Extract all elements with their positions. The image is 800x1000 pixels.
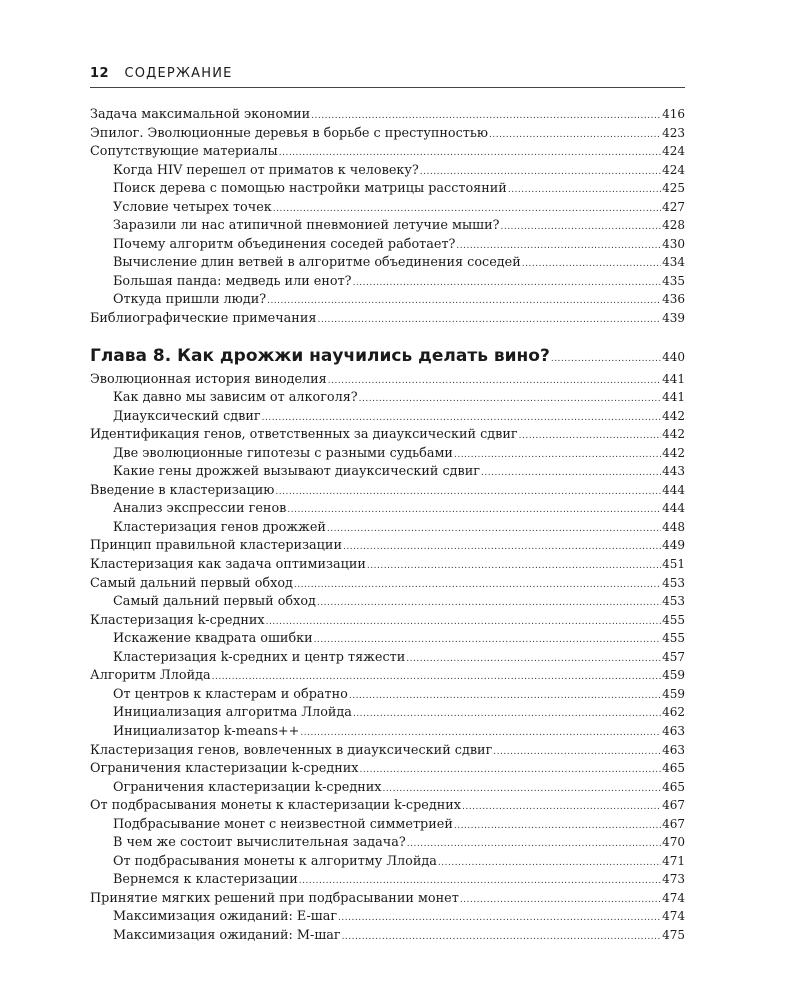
toc-subentry xyxy=(90,518,685,537)
toc-entry xyxy=(90,611,685,630)
dot-leader xyxy=(314,631,661,650)
toc-subentry xyxy=(90,179,685,198)
toc-entry-title: Вычисление длин ветвей в алгоритме объединения соседей xyxy=(113,255,521,271)
dot-leader xyxy=(367,557,661,576)
dot-leader xyxy=(406,650,661,669)
dot-leader xyxy=(438,854,661,873)
toc-entry-title: Кластеризация как задача оптимизации xyxy=(90,557,366,573)
dot-leader xyxy=(327,520,661,539)
dot-leader xyxy=(407,835,661,854)
toc-entry-page: 475 xyxy=(662,927,685,942)
toc-subentry xyxy=(90,833,685,852)
dot-leader xyxy=(212,668,661,687)
toc-entry-title: Максимизация ожиданий: M-шаг xyxy=(113,927,341,943)
toc-entry-page: 436 xyxy=(662,292,685,307)
toc-entry-title: Искажение квадрата ошибки xyxy=(113,631,313,647)
dot-leader xyxy=(317,594,661,613)
toc-entry-title: Сопутствующие материалы xyxy=(90,144,278,160)
toc-entry-page: 467 xyxy=(662,816,685,831)
dot-leader xyxy=(353,705,661,724)
dot-leader xyxy=(267,292,661,311)
toc-entry xyxy=(90,796,685,815)
toc-entry-title: Откуда пришли люди? xyxy=(113,292,267,308)
toc-entry-title: Подбрасывание монет с неизвестной симметрией xyxy=(113,816,453,832)
toc-entry xyxy=(90,666,685,685)
dot-leader xyxy=(456,237,661,256)
toc-subentry xyxy=(90,444,685,463)
toc-entry-title: Инициализация алгоритма Ллойда xyxy=(113,705,352,721)
dot-leader xyxy=(383,780,662,799)
dot-leader xyxy=(349,687,661,706)
chapter-heading xyxy=(90,342,685,370)
toc-entry-page: 455 xyxy=(662,612,685,627)
toc-entry-title: Большая панда: медведь или енот? xyxy=(113,273,352,289)
dot-leader xyxy=(343,538,661,557)
dot-leader xyxy=(275,483,661,502)
toc-entry-title: Ограничения кластеризации k-средних xyxy=(90,761,359,777)
dot-leader xyxy=(266,613,661,632)
toc-subentry xyxy=(90,907,685,926)
toc-entry-title: Условие четырех точек xyxy=(113,199,272,215)
dot-leader xyxy=(294,576,661,595)
toc-subentry xyxy=(90,290,685,309)
toc-entry-page: 463 xyxy=(662,742,685,757)
toc-entry-page: 459 xyxy=(662,686,685,701)
page-number: 12 xyxy=(90,66,110,81)
toc-entry-page: 453 xyxy=(662,575,685,590)
toc-entry-title: Самый дальний первый обход xyxy=(113,594,316,610)
toc-entry-title: Ограничения кластеризации k-средних xyxy=(113,779,382,795)
toc-entry xyxy=(90,536,685,555)
dot-leader xyxy=(317,311,661,330)
dot-leader xyxy=(481,464,661,483)
toc-entry-page: 462 xyxy=(662,705,685,720)
toc-entry-page: 440 xyxy=(662,349,685,364)
toc-entry-title: Глава 8. Как дрожжи научились делать вино? xyxy=(90,345,550,366)
toc-subentry xyxy=(90,161,685,180)
toc-entry-title: Анализ экспрессии генов xyxy=(113,501,287,517)
toc-entry-title: Кластеризация генов дрожжей xyxy=(113,519,326,535)
toc-entry-title: Алгоритм Ллойда xyxy=(90,668,211,684)
dot-leader xyxy=(287,501,661,520)
toc-entry-title: Эпилог. Эволюционные деревья в борьбе с преступностью xyxy=(90,125,488,141)
toc-subentry xyxy=(90,870,685,889)
dot-leader xyxy=(420,163,661,182)
dot-leader xyxy=(489,126,661,145)
toc-entry-page: 459 xyxy=(662,668,685,683)
toc-entry-page: 444 xyxy=(662,501,685,516)
toc-entry-title: Кластеризация k-средних xyxy=(90,612,265,628)
toc-entry-title: Заразили ли нас атипичной пневмонией летучие мыши? xyxy=(113,218,500,234)
toc-entry xyxy=(90,142,685,161)
toc-entry-page: 465 xyxy=(662,779,685,794)
toc-subentry xyxy=(90,462,685,481)
toc-entry-page: 465 xyxy=(662,761,685,776)
toc-entry-page: 427 xyxy=(662,199,685,214)
toc-subentry xyxy=(90,815,685,834)
toc-entry-title: Поиск дерева с помощью настройки матрицы расстояний xyxy=(113,181,507,197)
toc-entry-page: 425 xyxy=(662,181,685,196)
toc-entry-title: Идентификация генов, ответственных за диауксический сдвиг xyxy=(90,427,518,443)
dot-leader xyxy=(460,891,661,910)
toc-entry-page: 453 xyxy=(662,594,685,609)
toc-entry-page: 463 xyxy=(662,723,685,738)
toc-entry-title: Инициализатор k-means++ xyxy=(113,723,300,739)
running-header xyxy=(90,66,685,88)
dot-leader xyxy=(493,743,661,762)
toc-subentry xyxy=(90,722,685,741)
toc-entry xyxy=(90,741,685,760)
dot-leader xyxy=(328,372,661,391)
toc-entry-title: Эволюционная история виноделия xyxy=(90,371,327,387)
toc-entry-page: 467 xyxy=(662,798,685,813)
toc-entry-title: Максимизация ожиданий: E-шаг xyxy=(113,909,338,925)
toc-entry-page: 470 xyxy=(662,835,685,850)
toc-entry xyxy=(90,425,685,444)
toc-entry-page: 441 xyxy=(662,371,685,386)
toc-entry-page: 449 xyxy=(662,538,685,553)
toc-entry-page: 441 xyxy=(662,390,685,405)
toc-entry xyxy=(90,481,685,500)
dot-leader xyxy=(454,446,661,465)
toc-entry-page: 442 xyxy=(662,408,685,423)
dot-leader xyxy=(299,872,661,891)
toc-entry-title: От подбрасывания монеты к алгоритму Ллойда xyxy=(113,853,437,869)
toc-subentry xyxy=(90,629,685,648)
dot-leader xyxy=(500,218,661,237)
toc-entry-page: 474 xyxy=(662,909,685,924)
dot-leader xyxy=(551,345,661,373)
toc-entry xyxy=(90,555,685,574)
toc-entry-page: 474 xyxy=(662,890,685,905)
toc-entry-title: Кластеризация генов, вовлеченных в диауксический сдвиг xyxy=(90,742,493,758)
dot-leader xyxy=(262,409,661,428)
dot-leader xyxy=(522,255,661,274)
dot-leader xyxy=(353,274,662,293)
toc-entry-page: 473 xyxy=(662,872,685,887)
toc-entry-title: Какие гены дрожжей вызывают диауксический сдвиг xyxy=(113,464,480,480)
toc-entry xyxy=(90,105,685,124)
toc-entry-page: 428 xyxy=(662,218,685,233)
toc-entry-title: Вернемся к кластеризации xyxy=(113,872,298,888)
toc-subentry xyxy=(90,685,685,704)
dot-leader xyxy=(508,181,661,200)
dot-leader xyxy=(300,724,661,743)
toc-entry-page: 471 xyxy=(662,853,685,868)
toc-entry-page: 424 xyxy=(662,162,685,177)
toc-entry xyxy=(90,574,685,593)
toc-entry-page: 416 xyxy=(662,107,685,121)
toc-entry xyxy=(90,124,685,143)
toc-entry-page: 434 xyxy=(662,255,685,270)
toc-entry-title: Библиографические примечания xyxy=(90,311,317,327)
dot-leader xyxy=(360,761,662,780)
toc-entry-title: От центров к кластерам и обратно xyxy=(113,686,348,702)
toc-entry-page: 424 xyxy=(662,144,685,159)
dot-leader xyxy=(519,427,661,446)
dot-leader xyxy=(359,390,661,409)
table-of-contents xyxy=(90,105,685,945)
toc-subentry xyxy=(90,216,685,235)
toc-entry-title: Диауксический сдвиг xyxy=(113,408,261,424)
toc-subentry xyxy=(90,592,685,611)
toc-entry xyxy=(90,889,685,908)
toc-entry-title: Самый дальний первый обход xyxy=(90,575,293,591)
dot-leader xyxy=(462,798,661,817)
dot-leader xyxy=(338,909,661,928)
toc-entry xyxy=(90,759,685,778)
toc-entry-title: Принятие мягких решений при подбрасывании монет xyxy=(90,890,459,906)
toc-entry-title: От подбрасывания монеты к кластеризации k-средних xyxy=(90,798,462,814)
toc-entry-page: 435 xyxy=(662,273,685,288)
toc-entry-title: Как давно мы зависим от алкоголя? xyxy=(113,390,358,406)
toc-entry xyxy=(90,309,685,328)
toc-entry-page: 443 xyxy=(662,464,685,479)
toc-subentry xyxy=(90,926,685,945)
toc-entry-page: 442 xyxy=(662,427,685,442)
toc-subentry xyxy=(90,648,685,667)
toc-entry-title: Две эволюционные гипотезы с разными судьбами xyxy=(113,445,453,461)
toc-entry-title: Принцип правильной кластеризации xyxy=(90,538,342,554)
toc-subentry xyxy=(90,407,685,426)
toc-entry-title: В чем же состоит вычислительная задача? xyxy=(113,835,406,851)
toc-entry-title: Задача максимальной экономии xyxy=(90,107,311,122)
toc-subentry xyxy=(90,499,685,518)
toc-entry xyxy=(90,370,685,389)
toc-entry-title: Введение в кластеризацию xyxy=(90,482,275,498)
toc-subentry xyxy=(90,388,685,407)
toc-entry-title: Когда HIV перешел от приматов к человеку? xyxy=(113,162,419,178)
toc-entry-title: Почему алгоритм объединения соседей работает? xyxy=(113,236,456,252)
toc-subentry xyxy=(90,703,685,722)
toc-entry-page: 439 xyxy=(662,311,685,326)
toc-entry-page: 430 xyxy=(662,236,685,251)
toc-subentry xyxy=(90,235,685,254)
toc-entry-page: 451 xyxy=(662,557,685,572)
section-title: СОДЕРЖАНИЕ xyxy=(124,66,233,81)
toc-entry-page: 423 xyxy=(662,125,685,140)
toc-entry-page: 455 xyxy=(662,631,685,646)
dot-leader xyxy=(454,817,661,836)
toc-entry-page: 457 xyxy=(662,649,685,664)
dot-leader xyxy=(342,928,662,947)
toc-subentry xyxy=(90,272,685,291)
toc-entry-title: Кластеризация k-средних и центр тяжести xyxy=(113,649,406,665)
toc-entry-page: 442 xyxy=(662,445,685,460)
toc-entry-page: 448 xyxy=(662,519,685,534)
dot-leader xyxy=(273,200,661,219)
dot-leader xyxy=(311,107,661,126)
toc-subentry xyxy=(90,253,685,272)
toc-subentry xyxy=(90,198,685,217)
toc-subentry xyxy=(90,778,685,797)
dot-leader xyxy=(279,144,661,163)
toc-entry-page: 444 xyxy=(662,482,685,497)
toc-subentry xyxy=(90,852,685,871)
